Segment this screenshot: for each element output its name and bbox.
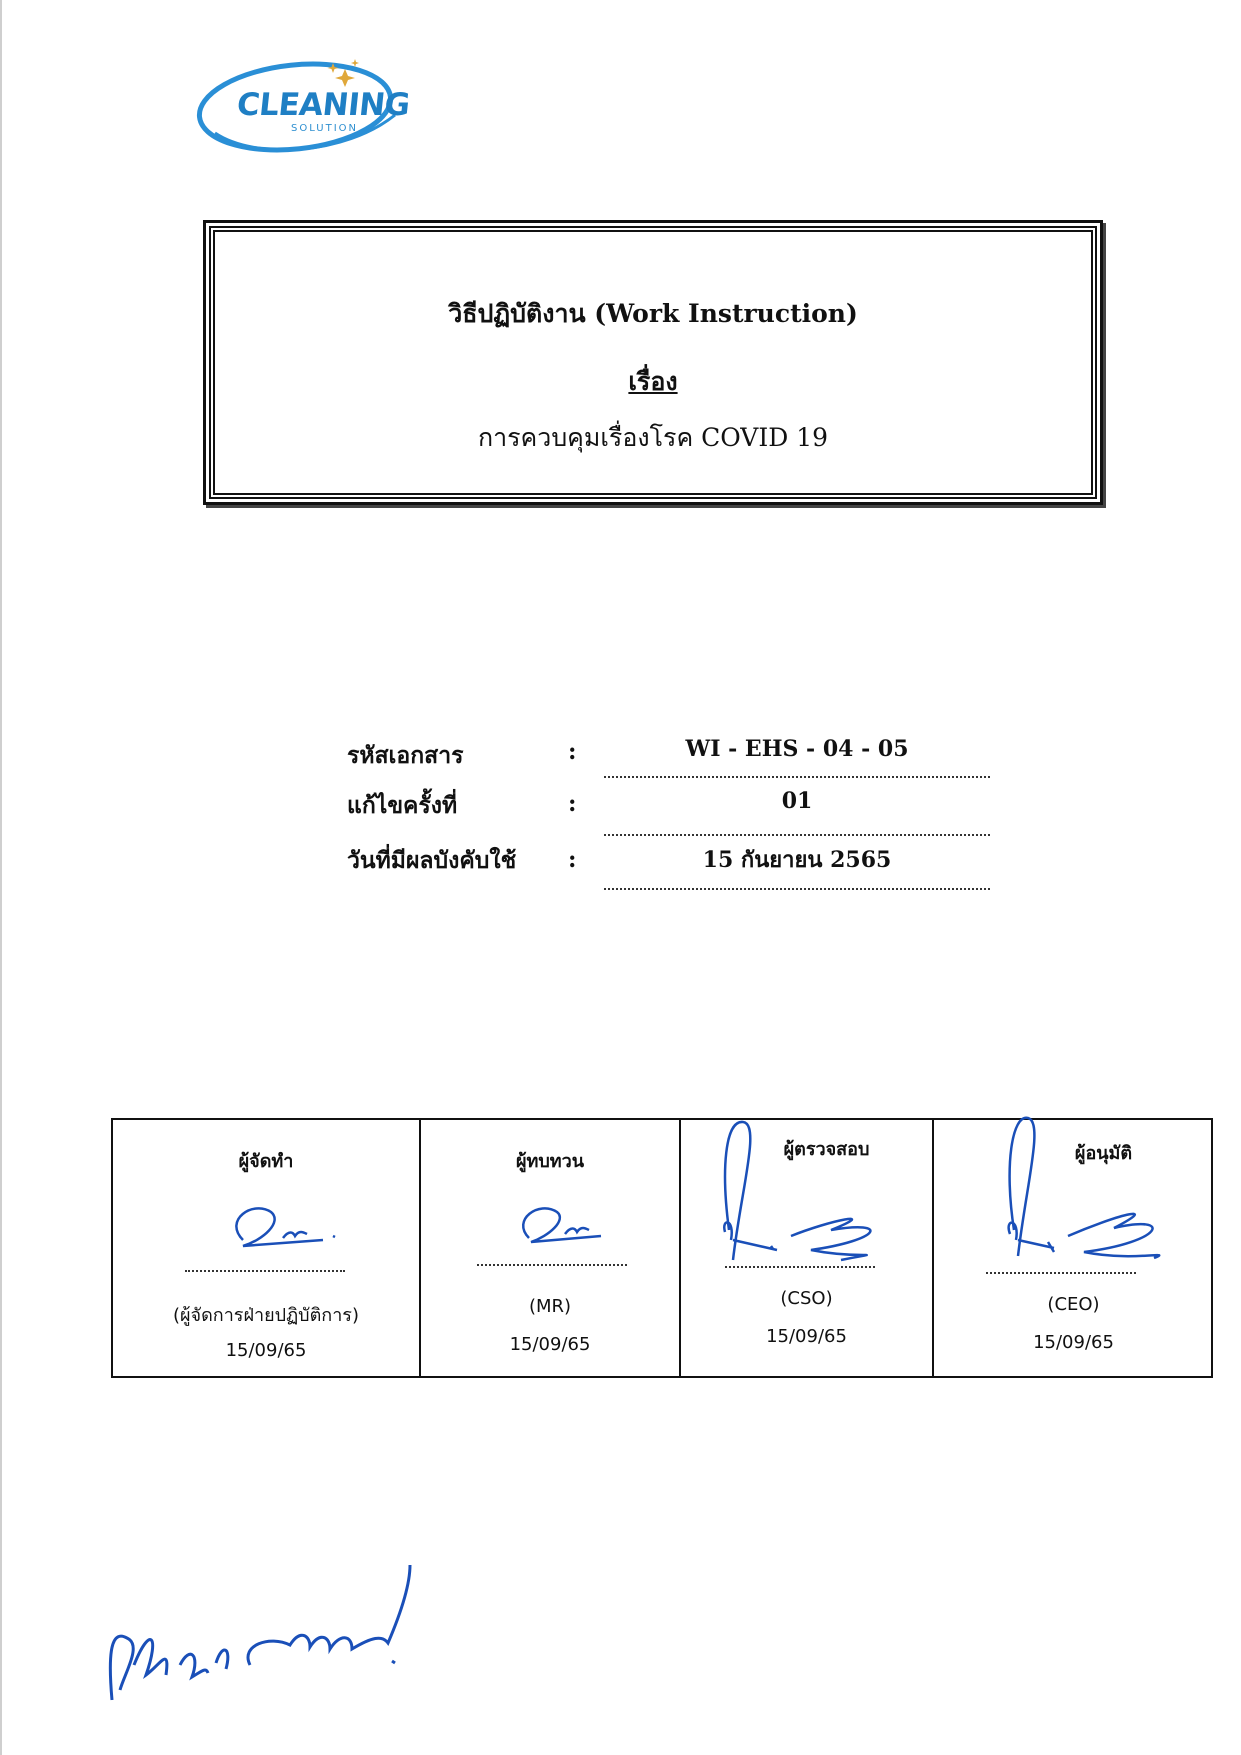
page-edge <box>0 0 2 1755</box>
bottom-handwritten-signature <box>100 1515 440 1715</box>
position-title: (CEO) <box>1047 1294 1100 1315</box>
position-title: (MR) <box>528 1296 572 1317</box>
doc-code-value: WI - EHS - 04 - 05 <box>685 736 909 762</box>
effective-date-dotline <box>604 888 990 890</box>
role-label: ผู้ตรวจสอบ <box>783 1139 870 1160</box>
approver-signature <box>964 1106 1204 1286</box>
signature-cell-approver <box>934 1120 1213 1376</box>
signature-table <box>111 1118 1213 1378</box>
document-topic: การควบคุมเรื่องโรค COVID 19 <box>477 423 829 452</box>
role-label: ผู้ทบทวน <box>515 1151 585 1172</box>
doc-code-dotline <box>604 776 990 778</box>
company-logo <box>195 55 415 165</box>
preparer-signature <box>213 1200 353 1260</box>
revision-label: แก้ไขครั้งที่ <box>347 792 458 819</box>
signature-cell-inspector <box>681 1120 932 1376</box>
position-title: (ผู้จัดการฝ่ายปฏิบัติการ) <box>172 1305 359 1326</box>
signed-date: 15/09/65 <box>509 1334 591 1355</box>
position-title: (CSO) <box>780 1288 833 1309</box>
signature-dotline <box>477 1264 627 1266</box>
signature-dotline <box>725 1266 875 1268</box>
signature-dotline <box>986 1272 1136 1274</box>
subject-label: เรื่อง <box>628 367 678 396</box>
effective-date-colon: : <box>568 846 577 873</box>
signed-date: 15/09/65 <box>225 1340 307 1361</box>
title-inner-frame <box>209 226 1097 499</box>
effective-date-value: 15 กันยายน 2565 <box>702 847 892 873</box>
inspector-signature <box>681 1110 931 1280</box>
effective-date-label: วันที่มีผลบังคับใช้ <box>347 847 517 874</box>
revision-colon: : <box>568 790 577 817</box>
signature-cell-reviewer <box>421 1120 679 1376</box>
signed-date: 15/09/65 <box>1033 1332 1114 1353</box>
signed-date: 15/09/65 <box>766 1326 847 1347</box>
logo-wordmark: CLEANING <box>235 87 412 123</box>
signature-dotline <box>185 1270 345 1272</box>
signature-cell-preparer <box>113 1120 419 1376</box>
role-label: ผู้อนุมัติ <box>1074 1143 1133 1164</box>
doc-code-colon: : <box>568 738 577 765</box>
reviewer-signature <box>501 1198 631 1258</box>
doc-code-label: รหัสเอกสาร <box>347 742 464 769</box>
document-type-title: วิธีปฏิบัติงาน (Work Instruction) <box>448 299 858 328</box>
revision-value: 01 <box>781 788 813 814</box>
title-frame <box>203 220 1103 505</box>
revision-dotline <box>604 834 990 836</box>
role-label: ผู้จัดทำ <box>238 1151 294 1172</box>
logo-subtitle: SOLUTION <box>291 123 359 134</box>
